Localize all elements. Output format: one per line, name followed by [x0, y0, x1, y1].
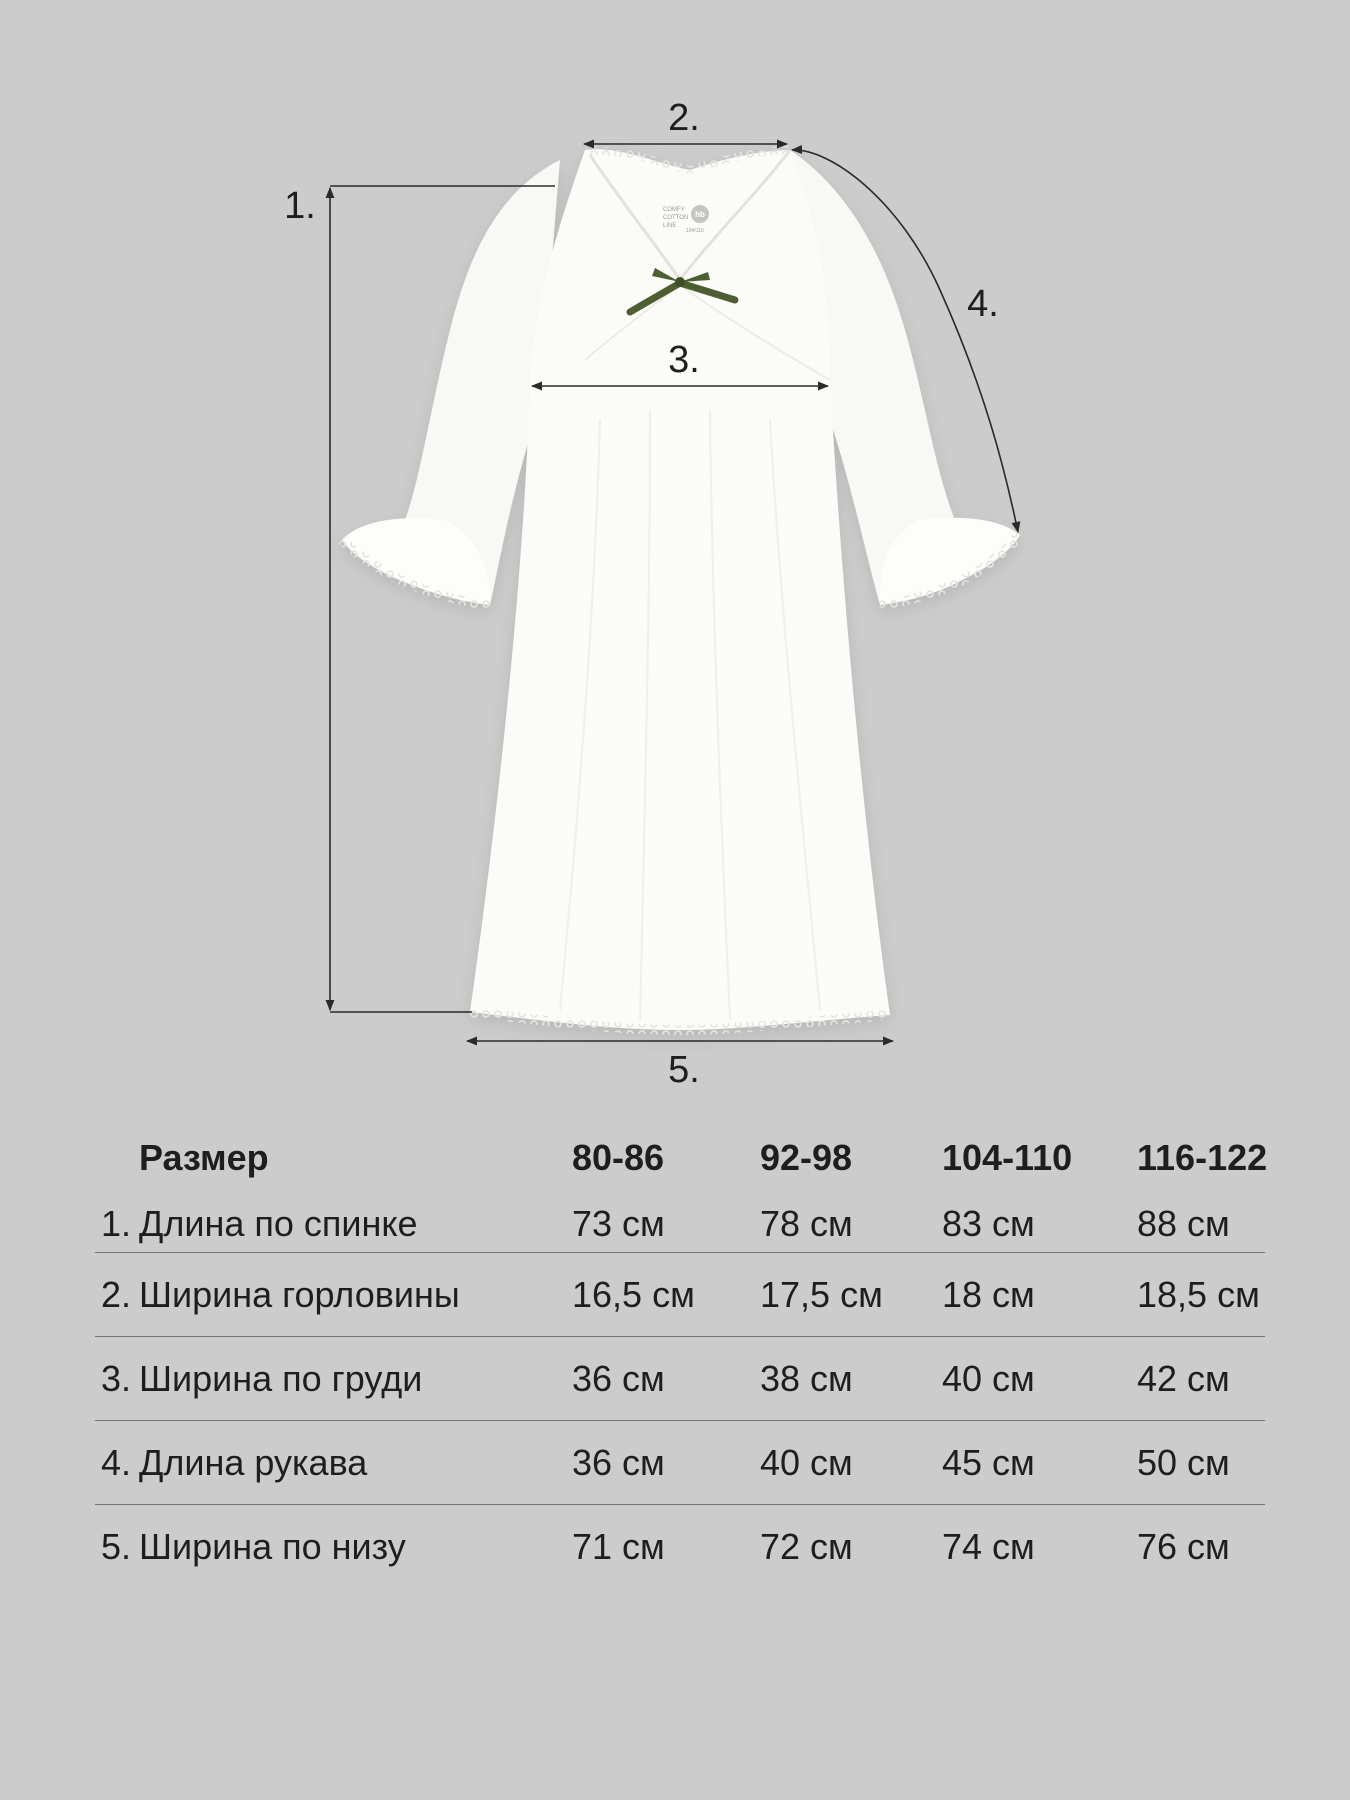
row-value: 72 см [760, 1525, 853, 1567]
header-size-1: 80-86 [572, 1137, 665, 1178]
header-size-2: 92-98 [760, 1137, 853, 1178]
measure-label-3: 3. [668, 339, 700, 381]
row-value: 45 см [942, 1441, 1035, 1483]
row-number: 1. [100, 1203, 131, 1244]
table-row [95, 1336, 1265, 1420]
brand-logo-text: hb [695, 210, 705, 219]
tag-line-3: LINE [663, 223, 677, 229]
header-size-4: 116-122 [1137, 1137, 1268, 1178]
row-value: 74 см [942, 1525, 1035, 1567]
table-row [95, 1252, 1265, 1336]
row-number: 3. [100, 1357, 131, 1399]
row-value: 76 см [1137, 1525, 1230, 1567]
row-number: 2. [100, 1273, 131, 1315]
measure-label-2: 2. [668, 97, 700, 139]
measure-label-1: 1. [284, 185, 316, 227]
header-size-label: Размер [139, 1137, 269, 1178]
row-measurement-name: Длина по спинке [139, 1203, 418, 1244]
row-value: 50 см [1137, 1441, 1230, 1483]
row-value: 83 см [942, 1203, 1035, 1244]
row-measurement-name: Длина рукава [139, 1441, 368, 1483]
row-value: 16,5 см [572, 1273, 695, 1315]
row-value: 36 см [572, 1357, 665, 1399]
tag-size: 104/110 [686, 228, 704, 234]
table-row [95, 1196, 1265, 1252]
tag-line-1: COMFY [663, 207, 685, 213]
row-value: 40 см [942, 1357, 1035, 1399]
header-size-3: 104-110 [942, 1137, 1073, 1178]
row-measurement-name: Ширина по низу [139, 1525, 406, 1567]
measure-label-4: 4. [967, 283, 999, 325]
size-table [95, 1120, 1268, 1588]
table-row [95, 1420, 1265, 1504]
row-value: 18,5 см [1137, 1273, 1260, 1315]
row-measurement-name: Ширина горловины [139, 1273, 460, 1315]
table-row [95, 1504, 1265, 1588]
row-value: 42 см [1137, 1357, 1230, 1399]
row-value: 40 см [760, 1441, 853, 1483]
row-value: 17,5 см [760, 1273, 883, 1315]
row-value: 88 см [1137, 1203, 1230, 1244]
tag-line-2: COTTON [663, 215, 689, 221]
row-value: 18 см [942, 1273, 1035, 1315]
row-value: 73 см [572, 1203, 665, 1244]
row-value: 38 см [760, 1357, 853, 1399]
row-value: 78 см [760, 1203, 853, 1244]
table-header-row [95, 1120, 1268, 1196]
row-value: 71 см [572, 1525, 665, 1567]
row-number: 4. [100, 1441, 131, 1483]
row-value: 36 см [572, 1441, 665, 1483]
row-number: 5. [100, 1525, 131, 1567]
row-measurement-name: Ширина по груди [139, 1357, 423, 1399]
measure-label-5: 5. [668, 1049, 700, 1091]
